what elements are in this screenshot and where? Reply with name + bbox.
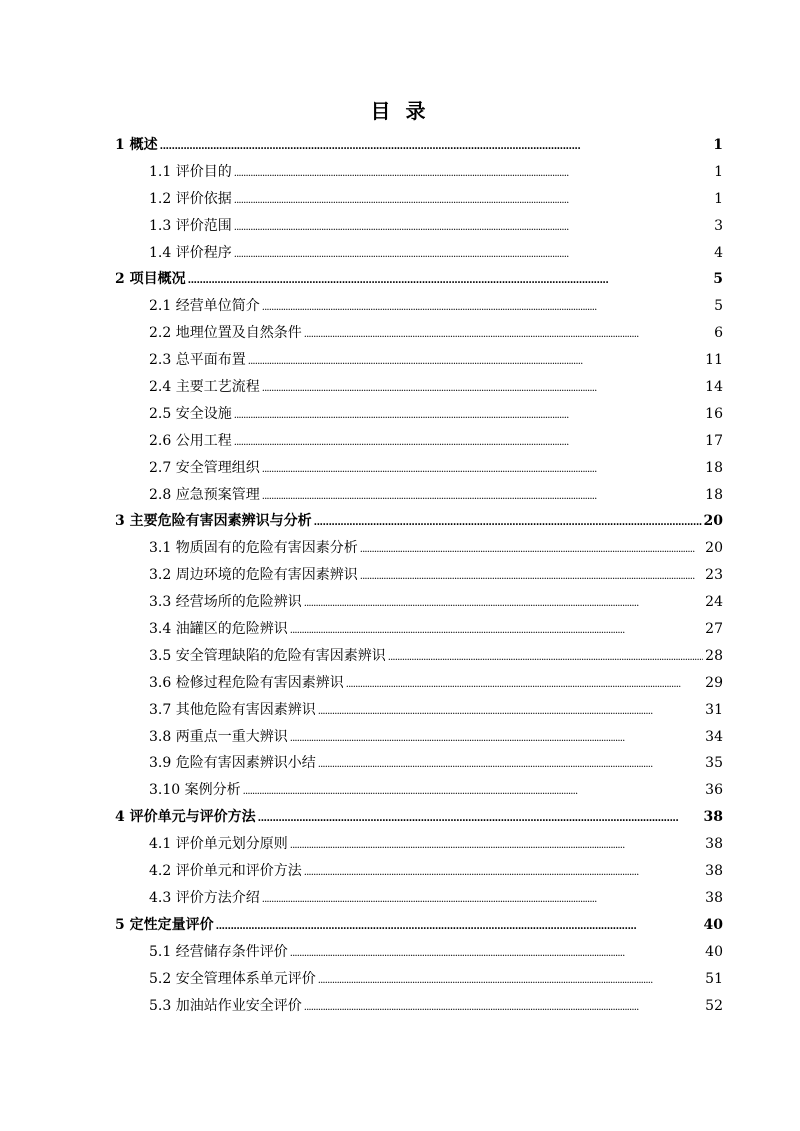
toc-section-entry xyxy=(115,374,723,401)
toc-entry-label: 3.2 周边环境的危险有害因素辨识 xyxy=(149,567,358,584)
toc-dot-leader xyxy=(234,186,712,215)
toc-section-entry xyxy=(115,858,723,885)
toc-entry-page-number: 40 xyxy=(703,916,723,933)
toc-dot-leader xyxy=(290,724,703,753)
toc-entry-page-number: 34 xyxy=(705,728,723,745)
toc-dot-leader xyxy=(262,455,703,484)
toc-entry-label: 5.2 安全管理体系单元评价 xyxy=(149,970,316,987)
toc-chapter-entry xyxy=(115,266,723,293)
toc-section-entry xyxy=(115,697,723,724)
toc-dot-leader xyxy=(262,374,703,403)
toc-entry-label: 4.2 评价单元和评价方法 xyxy=(149,863,302,880)
toc-section-entry xyxy=(115,401,723,428)
toc-section-entry xyxy=(115,670,723,697)
toc-section-entry xyxy=(115,993,723,1020)
toc-chapter-entry xyxy=(115,508,723,535)
toc-section-entry xyxy=(115,562,723,589)
toc-entry-label: 2.8 应急预案管理 xyxy=(149,486,260,503)
toc-entry-label: 1.3 评价范围 xyxy=(149,217,232,234)
toc-section-entry xyxy=(115,186,723,213)
toc-section-entry xyxy=(115,213,723,240)
toc-entry-page-number: 4 xyxy=(714,244,723,261)
toc-dot-leader xyxy=(160,132,712,161)
toc-entry-label: 4.1 评价单元划分原则 xyxy=(149,836,288,853)
toc-dot-leader xyxy=(346,670,703,699)
toc-entry-page-number: 18 xyxy=(705,459,723,476)
toc-entry-page-number: 36 xyxy=(705,782,723,799)
toc-chapter-entry xyxy=(115,912,723,939)
toc-entry-label: 2.2 地理位置及自然条件 xyxy=(149,325,302,342)
toc-dot-leader xyxy=(243,777,704,806)
toc-entry-page-number: 38 xyxy=(705,863,723,880)
toc-entry-label: 3.5 安全管理缺陷的危险有害因素辨识 xyxy=(149,647,386,664)
toc-entry-label: 4 评价单元与评价方法 xyxy=(115,809,256,826)
toc-entry-page-number: 17 xyxy=(705,432,723,449)
toc-entry-label: 3.10 案例分析 xyxy=(149,782,241,799)
toc-entry-label: 1.4 评价程序 xyxy=(149,244,232,261)
toc-dot-leader xyxy=(262,482,703,511)
toc-entry-label: 5.1 经营储存条件评价 xyxy=(149,943,288,960)
toc-entry-page-number: 1 xyxy=(714,163,723,180)
toc-entry-label: 3.3 经营场所的危险辨识 xyxy=(149,594,302,611)
toc-entry-label: 5 定性定量评价 xyxy=(115,916,214,933)
toc-entry-page-number: 5 xyxy=(713,271,723,288)
toc-entry-label: 2.3 总平面布置 xyxy=(149,352,246,369)
toc-entry-page-number: 38 xyxy=(705,836,723,853)
toc-dot-leader xyxy=(248,347,703,376)
toc-section-entry xyxy=(115,939,723,966)
toc-section-entry xyxy=(115,643,723,670)
toc-dot-leader xyxy=(318,966,703,995)
toc-dot-leader xyxy=(304,858,703,887)
toc-entry-label: 3.9 危险有害因素辨识小结 xyxy=(149,755,316,772)
toc-entry-label: 2.6 公用工程 xyxy=(149,432,232,449)
toc-dot-leader xyxy=(258,804,702,833)
toc-entry-page-number: 5 xyxy=(714,298,723,315)
toc-entry-label: 3.8 两重点一重大辨识 xyxy=(149,728,288,745)
toc-dot-leader xyxy=(360,562,703,591)
toc-section-entry xyxy=(115,535,723,562)
toc-dot-leader xyxy=(216,912,702,941)
toc-entry-page-number: 6 xyxy=(714,325,723,342)
toc-section-entry xyxy=(115,616,723,643)
page-title: 目 录 xyxy=(370,99,430,123)
toc-entry-page-number: 20 xyxy=(703,513,723,530)
toc-section-entry xyxy=(115,831,723,858)
toc-entry-label: 5.3 加油站作业安全评价 xyxy=(149,997,302,1014)
toc-dot-leader xyxy=(188,266,712,295)
toc-chapter-entry xyxy=(115,132,723,159)
toc-entry-label: 1 概述 xyxy=(115,137,158,153)
toc-entry-page-number: 38 xyxy=(703,809,723,826)
toc-entry-page-number: 20 xyxy=(705,540,723,557)
toc-entry-page-number: 31 xyxy=(705,701,723,718)
toc-section-entry xyxy=(115,885,723,912)
toc-dot-leader xyxy=(360,535,703,564)
toc-dot-leader xyxy=(318,750,703,779)
toc-entry-page-number: 27 xyxy=(705,621,723,638)
toc-section-entry xyxy=(115,293,723,320)
toc-entry-label: 2.4 主要工艺流程 xyxy=(149,379,260,396)
toc-dot-leader xyxy=(234,159,712,188)
toc-section-entry xyxy=(115,589,723,616)
toc-entry-page-number: 1 xyxy=(713,137,723,153)
toc-entry-page-number: 40 xyxy=(705,943,723,960)
toc-entry-page-number: 24 xyxy=(705,594,723,611)
toc-section-entry xyxy=(115,320,723,347)
toc-section-entry xyxy=(115,750,723,777)
toc-section-entry xyxy=(115,455,723,482)
toc-section-entry xyxy=(115,777,723,804)
toc-entry-page-number: 28 xyxy=(705,647,723,664)
toc-dot-leader xyxy=(234,401,703,430)
toc-entry-page-number: 16 xyxy=(705,405,723,422)
toc-section-entry xyxy=(115,724,723,751)
table-of-contents xyxy=(115,132,723,1019)
toc-entry-label: 3.7 其他危险有害因素辨识 xyxy=(149,701,316,718)
toc-section-entry xyxy=(115,240,723,267)
toc-entry-page-number: 11 xyxy=(705,352,723,369)
toc-entry-page-number: 29 xyxy=(705,674,723,691)
toc-entry-label: 2.7 安全管理组织 xyxy=(149,459,260,476)
toc-entry-page-number: 3 xyxy=(714,217,723,234)
toc-entry-label: 2 项目概况 xyxy=(115,271,186,288)
toc-dot-leader xyxy=(262,885,703,914)
toc-section-entry xyxy=(115,428,723,455)
toc-dot-leader xyxy=(290,616,703,645)
toc-dot-leader xyxy=(234,240,712,269)
toc-entry-label: 3.4 油罐区的危险辨识 xyxy=(149,621,288,638)
toc-section-entry xyxy=(115,966,723,993)
toc-entry-label: 3.6 检修过程危险有害因素辨识 xyxy=(149,674,344,691)
toc-section-entry xyxy=(115,347,723,374)
toc-entry-page-number: 35 xyxy=(705,755,723,772)
toc-section-entry xyxy=(115,482,723,509)
toc-dot-leader xyxy=(234,213,712,242)
toc-entry-label: 3.1 物质固有的危险有害因素分析 xyxy=(149,540,358,557)
toc-dot-leader xyxy=(314,508,702,537)
toc-dot-leader xyxy=(318,697,703,726)
toc-dot-leader xyxy=(290,831,703,860)
toc-entry-label: 2.5 安全设施 xyxy=(149,405,232,422)
toc-entry-label: 1.2 评价依据 xyxy=(149,190,232,207)
toc-dot-leader xyxy=(304,993,703,1022)
toc-dot-leader xyxy=(304,320,712,349)
toc-entry-page-number: 14 xyxy=(705,379,723,396)
toc-entry-label: 2.1 经营单位简介 xyxy=(149,298,260,315)
toc-chapter-entry xyxy=(115,804,723,831)
toc-entry-label: 1.1 评价目的 xyxy=(149,163,232,180)
toc-entry-page-number: 38 xyxy=(705,889,723,906)
toc-dot-leader xyxy=(290,939,703,968)
toc-entry-page-number: 51 xyxy=(705,970,723,987)
toc-entry-label: 4.3 评价方法介绍 xyxy=(149,889,260,906)
toc-dot-leader xyxy=(304,589,703,618)
toc-entry-page-number: 23 xyxy=(705,567,723,584)
toc-section-entry xyxy=(115,159,723,186)
toc-dot-leader xyxy=(388,643,703,672)
toc-entry-label: 3 主要危险有害因素辨识与分析 xyxy=(115,513,312,530)
toc-entry-page-number: 18 xyxy=(705,486,723,503)
toc-dot-leader xyxy=(234,428,703,457)
toc-dot-leader xyxy=(262,293,712,322)
toc-entry-page-number: 52 xyxy=(705,997,723,1014)
toc-entry-page-number: 1 xyxy=(714,190,723,207)
